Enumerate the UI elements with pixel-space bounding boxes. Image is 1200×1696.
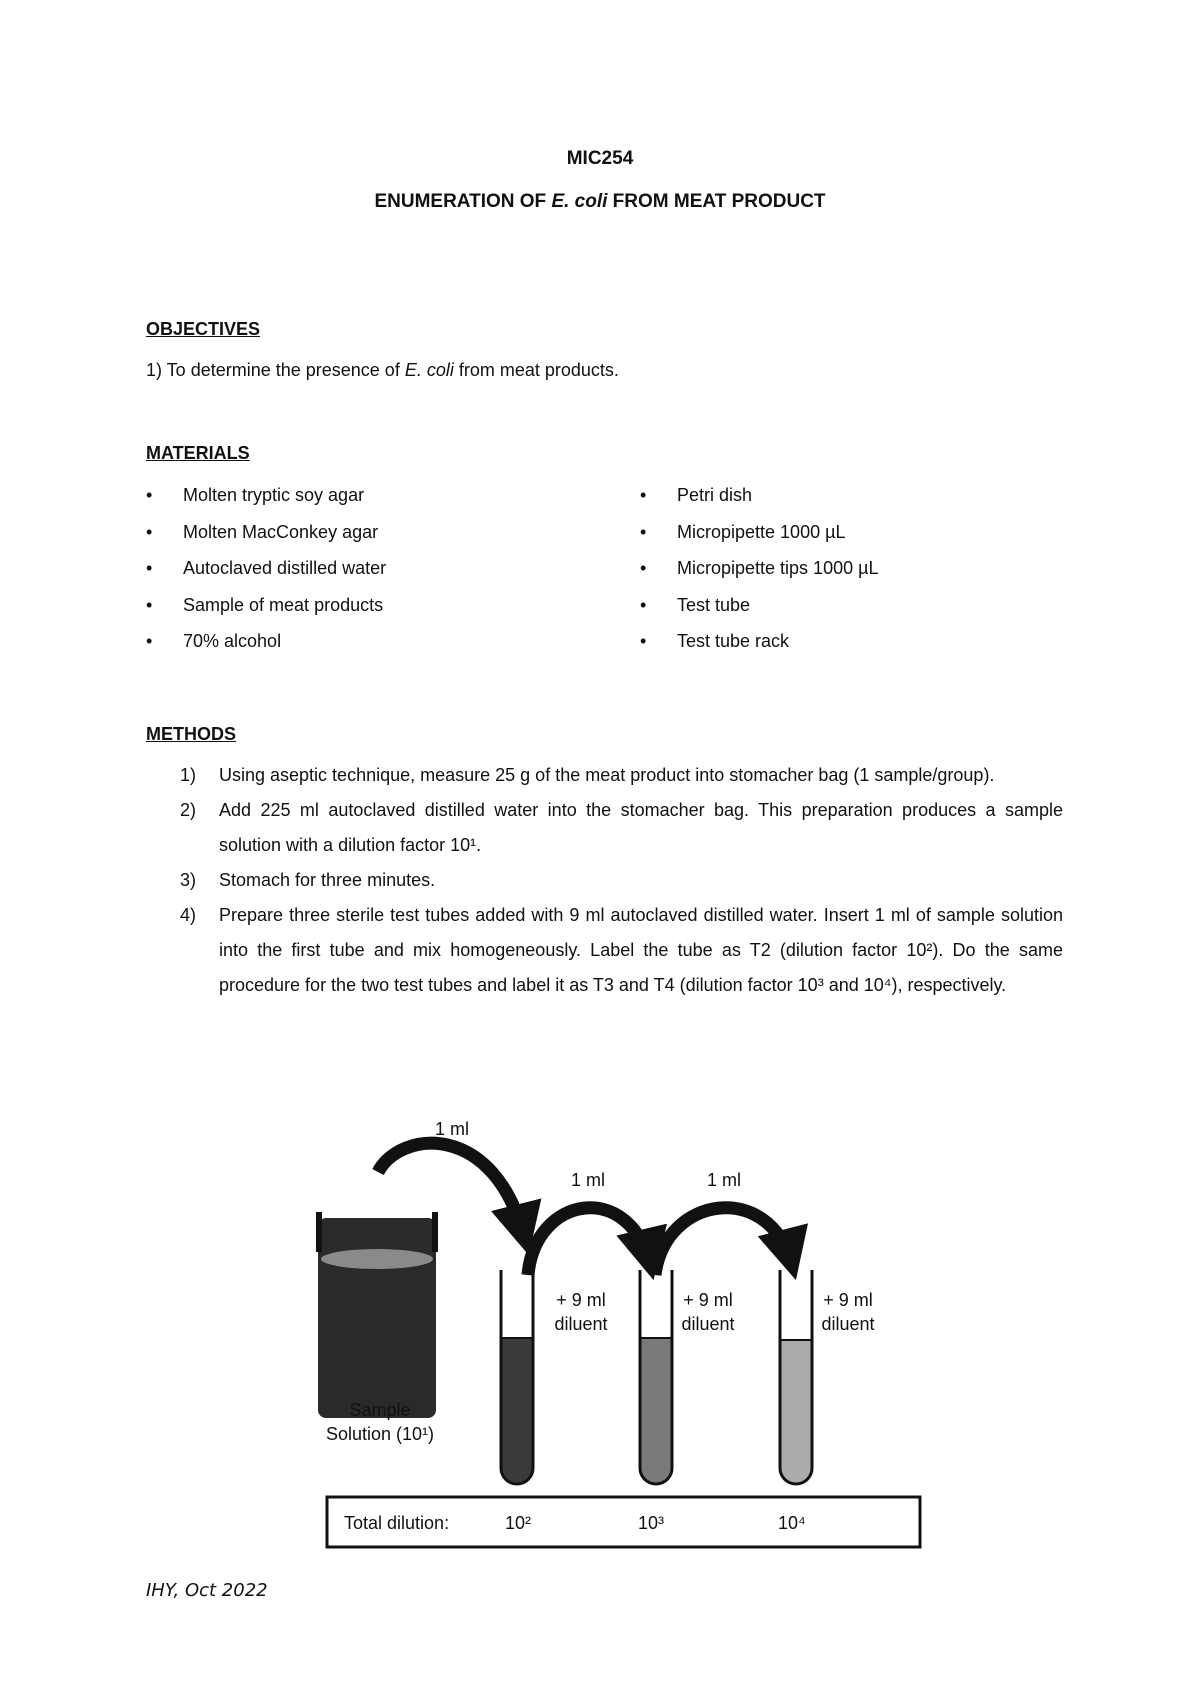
material-text: Sample of meat products — [183, 595, 384, 615]
transfer-volume-label: 1 ml — [434, 1119, 470, 1139]
material-text: 70% alcohol — [183, 631, 282, 651]
diluent-label: + 9 ml — [823, 1290, 873, 1310]
bullet: • — [146, 558, 153, 578]
beaker-wall-right — [432, 1212, 438, 1252]
step-text: Add 225 ml autoclaved distilled water into the stomacher bag. This preparation produces a sample solution with a dilution factor 10¹. — [219, 800, 1063, 855]
total-dilution-value: 10³ — [638, 1513, 665, 1533]
diluent-label: + 9 ml — [556, 1290, 606, 1310]
bullet: • — [640, 558, 647, 578]
footer-note: IHY, Oct 2022 — [146, 1580, 268, 1601]
title-part: FROM MEAT PRODUCT — [607, 191, 826, 212]
bullet: • — [146, 485, 153, 505]
step-number: 1) — [180, 765, 197, 785]
materials-heading: MATERIALS — [146, 443, 250, 463]
methods-heading: METHODS — [146, 724, 236, 744]
objective-text: from meat products. — [453, 360, 619, 380]
sample-label: Sample — [349, 1400, 411, 1420]
bullet: • — [640, 631, 647, 651]
material-text: Autoclaved distilled water — [183, 558, 387, 578]
material-text: Molten MacConkey agar — [183, 522, 379, 542]
total-dilution-value: 10⁴ — [778, 1513, 806, 1533]
bullet: • — [640, 522, 647, 542]
step-number: 2) — [180, 800, 197, 820]
material-text: Molten tryptic soy agar — [183, 485, 365, 505]
material-text: Test tube — [677, 595, 751, 615]
course-code: MIC254 — [566, 148, 634, 169]
bullet: • — [146, 631, 153, 651]
beaker-liquid — [318, 1218, 436, 1418]
title-part: ENUMERATION OF — [374, 191, 552, 212]
sample-beaker — [316, 1212, 438, 1418]
transfer-volume-label: 1 ml — [706, 1170, 742, 1190]
material-text: Micropipette tips 1000 µL — [677, 558, 879, 578]
test-tube-2 — [640, 1270, 672, 1484]
step-number: 4) — [180, 905, 197, 925]
step-number: 3) — [180, 870, 197, 890]
test-tube-3 — [780, 1270, 812, 1484]
step-text: Stomach for three minutes. — [219, 870, 436, 890]
title-organism: E. coli — [551, 191, 608, 212]
total-dilution-value: 10² — [505, 1513, 532, 1533]
sample-label: Solution (10¹) — [325, 1424, 435, 1444]
beaker-wall-left — [316, 1212, 322, 1252]
bullet: • — [146, 522, 153, 542]
tube-liquid — [780, 1340, 812, 1484]
step-text: Using aseptic technique, measure 25 g of the meat product into stomacher bag (1 sample/group). — [219, 765, 995, 785]
transfer-arrow — [655, 1208, 792, 1275]
material-text: Petri dish — [677, 485, 753, 505]
bullet: • — [640, 485, 647, 505]
diluent-label: + 9 ml — [683, 1290, 733, 1310]
beaker-liquid-surface — [321, 1249, 433, 1269]
material-text: Micropipette 1000 µL — [677, 522, 846, 542]
step-text: Prepare three sterile test tubes added with 9 ml autoclaved distilled water. Insert 1 ml of sample solution into the first tube and mix homogeneously. Label the tube as T2 (dilution factor 10²). Do the same procedure for the two test tubes and label it as T3 and T4 (dilution factor 10³ and 10⁴), respectively. — [219, 905, 1063, 995]
test-tube-1 — [501, 1270, 533, 1484]
tube-liquid — [640, 1338, 672, 1484]
material-text: Test tube rack — [677, 631, 790, 651]
objective-text: 1) To determine the presence of — [146, 360, 405, 380]
objectives-heading: OBJECTIVES — [146, 319, 261, 339]
bullet: • — [640, 595, 647, 615]
transfer-volume-label: 1 ml — [570, 1170, 606, 1190]
tube-liquid — [501, 1338, 533, 1484]
diluent-label: diluent — [554, 1314, 608, 1334]
diluent-label: diluent — [681, 1314, 735, 1334]
total-dilution-label: Total dilution: — [344, 1513, 450, 1533]
transfer-arrow — [528, 1208, 650, 1275]
bullet: • — [146, 595, 153, 615]
diluent-label: diluent — [821, 1314, 875, 1334]
objective-organism: E. coli — [404, 360, 454, 380]
